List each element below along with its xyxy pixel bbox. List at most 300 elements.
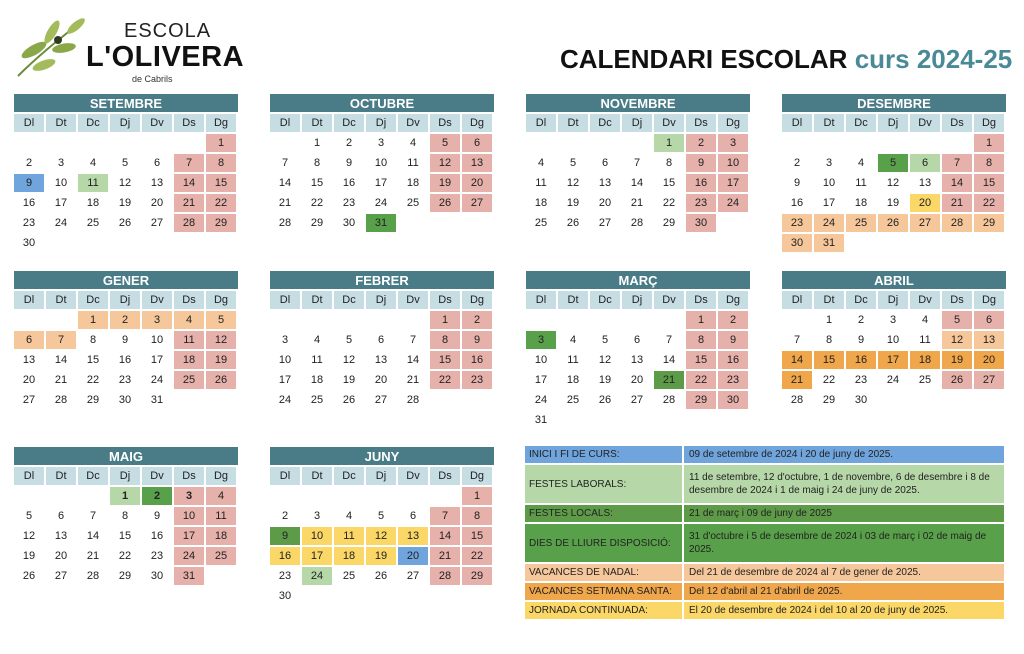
day-cell: 3 (377, 137, 385, 149)
month-4 (14, 271, 238, 409)
day-cell: 24 (374, 197, 388, 209)
day-cell: 15 (814, 351, 844, 369)
weekday-header: Dj (110, 467, 140, 485)
empty-cell (526, 134, 556, 152)
day-cell: 25 (342, 570, 356, 582)
logo-line2: L'OLIVERA (86, 41, 245, 73)
weekday-header: Ds (174, 291, 204, 309)
day-cell: 25 (174, 371, 204, 389)
day-cell: 14 (662, 354, 676, 366)
day-cell: 21 (54, 374, 68, 386)
day-cell: 30 (342, 217, 356, 229)
weekday-header: Dc (78, 467, 108, 485)
day-cell: 2 (686, 134, 716, 152)
day-cell: 5 (206, 311, 236, 329)
empty-cell (622, 311, 652, 329)
month-name: GENER (14, 271, 238, 289)
day-cell: 10 (822, 177, 836, 189)
legend-row (525, 446, 1004, 463)
day-cell: 18 (854, 197, 868, 209)
empty-cell (46, 487, 76, 505)
day-cell: 17 (534, 374, 548, 386)
day-cell: 31 (366, 214, 396, 232)
weekday-header: Dl (14, 467, 44, 485)
day-cell: 29 (686, 391, 716, 409)
day-cell: 29 (974, 214, 1004, 232)
day-cell: 23 (150, 550, 164, 562)
weekday-header: Dt (558, 114, 588, 132)
day-cell: 26 (566, 217, 580, 229)
legend-row (525, 602, 1004, 619)
day-cell: 2 (462, 311, 492, 329)
month-5 (270, 271, 494, 409)
day-cell: 18 (206, 527, 236, 545)
day-cell: 26 (942, 371, 972, 389)
month-days (782, 114, 1006, 252)
day-cell: 12 (942, 331, 972, 349)
day-cell: 3 (313, 510, 321, 522)
month-days (782, 291, 1006, 409)
empty-cell (46, 311, 76, 329)
day-cell: 11 (311, 354, 323, 366)
day-cell: 24 (534, 394, 548, 406)
day-cell: 12 (430, 154, 460, 172)
day-cell: 20 (598, 197, 612, 209)
weekday-header: Ds (430, 114, 460, 132)
legend-value: 21 de març i 09 de juny de 2025 (684, 505, 1004, 522)
day-cell: 30 (278, 590, 292, 602)
day-cell: 23 (462, 371, 492, 389)
day-cell: 26 (118, 217, 132, 229)
day-cell: 15 (430, 351, 460, 369)
weekday-header: Dl (782, 291, 812, 309)
day-cell: 30 (718, 391, 748, 409)
day-cell: 24 (150, 374, 164, 386)
day-cell: 13 (974, 331, 1004, 349)
day-cell: 29 (206, 214, 236, 232)
weekday-header: Dg (206, 291, 236, 309)
day-cell: 25 (310, 394, 324, 406)
day-cell: 13 (630, 354, 644, 366)
day-cell: 8 (974, 154, 1004, 172)
month-0 (14, 94, 238, 252)
day-cell: 30 (686, 214, 716, 232)
empty-cell (622, 134, 652, 152)
month-8 (14, 447, 238, 585)
school-logo (14, 10, 245, 84)
month-name: SETEMBRE (14, 94, 238, 112)
month-6 (526, 271, 750, 429)
day-cell: 28 (54, 394, 68, 406)
day-cell: 22 (310, 197, 324, 209)
day-cell: 31 (534, 414, 548, 426)
day-cell: 6 (462, 134, 492, 152)
empty-cell (270, 311, 300, 329)
weekday-header: Dl (14, 291, 44, 309)
day-cell: 22 (118, 550, 132, 562)
day-cell: 29 (822, 394, 836, 406)
title-main: CALENDARI ESCOLAR (560, 44, 848, 74)
weekday-header: Dv (398, 467, 428, 485)
weekday-header: Dt (302, 114, 332, 132)
day-cell: 24 (886, 374, 900, 386)
day-cell: 31 (814, 234, 844, 252)
weekday-header: Dt (814, 114, 844, 132)
day-cell: 26 (878, 214, 908, 232)
day-cell: 5 (377, 510, 385, 522)
day-cell: 24 (278, 394, 292, 406)
empty-cell (46, 134, 76, 152)
day-cell: 6 (153, 157, 161, 169)
day-cell: 26 (374, 570, 388, 582)
day-cell: 4 (89, 157, 97, 169)
day-cell: 12 (118, 177, 132, 189)
weekday-header: Dv (910, 291, 940, 309)
day-cell: 11 (174, 331, 204, 349)
day-cell: 15 (86, 354, 100, 366)
day-cell: 16 (718, 351, 748, 369)
day-cell: 7 (281, 157, 289, 169)
weekday-header: Dg (974, 291, 1004, 309)
weekday-header: Ds (174, 114, 204, 132)
day-cell: 4 (345, 510, 353, 522)
weekday-header: Dt (814, 291, 844, 309)
day-cell: 16 (462, 351, 492, 369)
weekday-header: Ds (686, 114, 716, 132)
day-cell: 17 (150, 354, 164, 366)
day-cell: 4 (174, 311, 204, 329)
day-cell: 10 (886, 334, 900, 346)
legend-row (525, 505, 1004, 522)
day-cell: 17 (822, 197, 836, 209)
day-cell: 27 (374, 394, 388, 406)
day-cell: 7 (665, 334, 673, 346)
empty-cell (558, 134, 588, 152)
weekday-header: Dl (270, 467, 300, 485)
day-cell: 13 (918, 177, 932, 189)
day-cell: 7 (174, 154, 204, 172)
month-name: OCTUBRE (270, 94, 494, 112)
day-cell: 15 (462, 527, 492, 545)
day-cell: 29 (310, 217, 324, 229)
day-cell: 20 (374, 374, 388, 386)
day-cell: 6 (601, 157, 609, 169)
day-cell: 14 (86, 530, 100, 542)
day-cell: 22 (430, 371, 460, 389)
empty-cell (14, 311, 44, 329)
day-cell: 23 (854, 374, 868, 386)
day-cell: 19 (22, 550, 36, 562)
day-cell: 14 (54, 354, 68, 366)
title-sub: curs 2024-25 (854, 44, 1013, 74)
day-cell: 20 (630, 374, 644, 386)
legend-value: 31 d'octubre i 5 de desembre de 2024 i 03 de març i 02 de maig de 2025. (684, 524, 1004, 562)
day-cell: 17 (374, 177, 388, 189)
legend-label: VACANCES DE NADAL: (525, 564, 682, 581)
day-cell: 18 (534, 197, 548, 209)
day-cell: 7 (409, 334, 417, 346)
legend-row (525, 583, 1004, 600)
day-cell: 21 (430, 547, 460, 565)
day-cell: 5 (121, 157, 129, 169)
day-cell: 23 (686, 194, 716, 212)
legend-label: JORNADA CONTINUADA: (525, 602, 682, 619)
weekday-header: Dj (366, 291, 396, 309)
weekday-header: Dc (846, 114, 876, 132)
empty-cell (270, 134, 300, 152)
weekday-header: Dl (526, 291, 556, 309)
day-cell: 16 (846, 351, 876, 369)
day-cell: 21 (278, 197, 292, 209)
month-1 (270, 94, 494, 232)
weekday-header: Dv (142, 467, 172, 485)
day-cell: 28 (942, 214, 972, 232)
weekday-header: Dc (846, 291, 876, 309)
day-cell: 26 (430, 194, 460, 212)
day-cell: 20 (54, 550, 68, 562)
weekday-header: Dl (270, 114, 300, 132)
month-days (270, 114, 494, 232)
weekday-header: Dg (206, 467, 236, 485)
day-cell: 15 (118, 530, 132, 542)
day-cell: 22 (822, 374, 836, 386)
weekday-header: Dv (142, 291, 172, 309)
weekday-header: Ds (942, 114, 972, 132)
day-cell: 8 (825, 334, 833, 346)
day-cell: 28 (278, 217, 292, 229)
day-cell: 6 (910, 154, 940, 172)
day-cell: 21 (406, 374, 420, 386)
day-cell: 28 (86, 570, 100, 582)
day-cell: 16 (150, 530, 164, 542)
weekday-header: Dj (110, 291, 140, 309)
month-days (14, 114, 238, 252)
weekday-header: Dt (302, 291, 332, 309)
day-cell: 6 (57, 510, 65, 522)
legend-label: VACANCES SETMANA SANTA: (525, 583, 682, 600)
day-cell: 8 (121, 510, 129, 522)
weekday-header: Dj (366, 467, 396, 485)
empty-cell (334, 311, 364, 329)
legend-label: FESTES LOCALS: (525, 505, 682, 522)
weekday-header: Dc (334, 291, 364, 309)
day-cell: 10 (534, 354, 548, 366)
empty-cell (558, 311, 588, 329)
day-cell: 6 (14, 331, 44, 349)
empty-cell (782, 311, 812, 329)
weekday-header: Dt (558, 291, 588, 309)
day-cell: 18 (310, 374, 324, 386)
day-cell: 17 (278, 374, 292, 386)
day-cell: 15 (310, 177, 324, 189)
day-cell: 11 (334, 527, 364, 545)
day-cell: 12 (598, 354, 612, 366)
day-cell: 6 (409, 510, 417, 522)
day-cell: 11 (855, 177, 867, 189)
empty-cell (590, 134, 620, 152)
day-cell: 23 (782, 214, 812, 232)
day-cell: 19 (598, 374, 612, 386)
day-cell: 18 (86, 197, 100, 209)
empty-cell (78, 134, 108, 152)
day-cell: 26 (342, 394, 356, 406)
day-cell: 8 (665, 157, 673, 169)
day-cell: 5 (345, 334, 353, 346)
weekday-header: Dc (334, 467, 364, 485)
day-cell: 3 (889, 314, 897, 326)
month-name: MARÇ (526, 271, 750, 289)
day-cell: 18 (566, 374, 580, 386)
day-cell: 21 (630, 197, 644, 209)
day-cell: 23 (22, 217, 36, 229)
day-cell: 13 (398, 527, 428, 545)
day-cell: 29 (662, 217, 676, 229)
legend-value: 09 de setembre de 2024 i 20 de juny de 2025. (684, 446, 1004, 463)
day-cell: 11 (567, 354, 579, 366)
day-cell: 24 (174, 547, 204, 565)
weekday-header: Ds (430, 291, 460, 309)
empty-cell (14, 487, 44, 505)
day-cell: 16 (686, 174, 716, 192)
day-cell: 27 (150, 217, 164, 229)
day-cell: 16 (118, 354, 132, 366)
weekday-header: Dl (782, 114, 812, 132)
day-cell: 5 (430, 134, 460, 152)
weekday-header: Dc (78, 114, 108, 132)
day-cell: 19 (942, 351, 972, 369)
day-cell: 22 (86, 374, 100, 386)
day-cell: 14 (630, 177, 644, 189)
day-cell: 27 (462, 194, 492, 212)
day-cell: 20 (974, 351, 1004, 369)
day-cell: 2 (345, 137, 353, 149)
day-cell: 3 (281, 334, 289, 346)
month-7 (782, 271, 1006, 409)
weekday-header: Dj (110, 114, 140, 132)
logo-line1: ESCOLA (124, 20, 212, 42)
day-cell: 2 (793, 157, 801, 169)
day-cell: 9 (686, 154, 716, 172)
day-cell: 4 (921, 314, 929, 326)
day-cell: 3 (57, 157, 65, 169)
day-cell: 17 (54, 197, 68, 209)
weekday-header: Dg (462, 291, 492, 309)
empty-cell (430, 487, 460, 505)
empty-cell (270, 487, 300, 505)
day-cell: 29 (86, 394, 100, 406)
day-cell: 18 (334, 547, 364, 565)
empty-cell (942, 134, 972, 152)
day-cell: 4 (537, 157, 545, 169)
day-cell: 7 (942, 154, 972, 172)
page-title (560, 44, 1012, 75)
day-cell: 4 (569, 334, 577, 346)
empty-cell (302, 487, 332, 505)
day-cell: 1 (462, 487, 492, 505)
empty-cell (142, 134, 172, 152)
day-cell: 1 (78, 311, 108, 329)
weekday-header: Dj (622, 114, 652, 132)
weekday-header: Ds (686, 291, 716, 309)
day-cell: 9 (718, 331, 748, 349)
month-name: NOVEMBRE (526, 94, 750, 112)
day-cell: 1 (686, 311, 716, 329)
day-cell: 12 (22, 530, 36, 542)
day-cell: 19 (206, 351, 236, 369)
day-cell: 12 (206, 331, 236, 349)
day-cell: 26 (206, 371, 236, 389)
day-cell: 30 (22, 237, 36, 249)
day-cell: 24 (814, 214, 844, 232)
weekday-header: Dc (78, 291, 108, 309)
day-cell: 13 (150, 177, 164, 189)
day-cell: 30 (782, 234, 812, 252)
day-cell: 5 (878, 154, 908, 172)
legend-row (525, 465, 1004, 503)
day-cell: 23 (342, 197, 356, 209)
day-cell: 7 (89, 510, 97, 522)
legend-value: 11 de setembre, 12 d'octubre, 1 de novembre, 6 de desembre i 8 de desembre de 2024 i 1 de maig i 24 de juny de 2025. (684, 465, 1004, 503)
day-cell: 24 (718, 194, 748, 212)
weekday-header: Ds (174, 467, 204, 485)
day-cell: 22 (662, 197, 676, 209)
day-cell: 20 (398, 547, 428, 565)
legend-label: FESTES LABORALS: (525, 465, 682, 503)
day-cell: 16 (22, 197, 36, 209)
month-name: DESEMBRE (782, 94, 1006, 112)
day-cell: 13 (54, 530, 68, 542)
day-cell: 28 (662, 394, 676, 406)
weekday-header: Dg (462, 467, 492, 485)
day-cell: 22 (974, 194, 1004, 212)
day-cell: 19 (342, 374, 356, 386)
day-cell: 22 (206, 194, 236, 212)
day-cell: 14 (430, 527, 460, 545)
weekday-header: Dv (398, 291, 428, 309)
day-cell: 29 (118, 570, 132, 582)
legend-value: El 20 de desembre de 2024 i del 10 al 20 de juny de 2025. (684, 602, 1004, 619)
day-cell: 15 (974, 174, 1004, 192)
day-cell: 1 (430, 311, 460, 329)
day-cell: 28 (174, 214, 204, 232)
empty-cell (14, 134, 44, 152)
day-cell: 2 (142, 487, 172, 505)
weekday-header: Ds (942, 291, 972, 309)
day-cell: 13 (598, 177, 612, 189)
day-cell: 16 (342, 177, 356, 189)
legend-value: Del 21 de desembre de 2024 al 7 de gener de 2025. (684, 564, 1004, 581)
day-cell: 23 (118, 374, 132, 386)
empty-cell (878, 134, 908, 152)
empty-cell (846, 134, 876, 152)
day-cell: 8 (89, 334, 97, 346)
month-name: FEBRER (270, 271, 494, 289)
day-cell: 1 (313, 137, 321, 149)
month-name: MAIG (14, 447, 238, 465)
day-cell: 30 (854, 394, 868, 406)
empty-cell (782, 134, 812, 152)
day-cell: 8 (206, 154, 236, 172)
day-cell: 9 (153, 510, 161, 522)
empty-cell (526, 311, 556, 329)
day-cell: 1 (654, 134, 684, 152)
day-cell: 10 (174, 507, 204, 525)
day-cell: 30 (150, 570, 164, 582)
day-cell: 4 (409, 137, 417, 149)
day-cell: 22 (686, 371, 716, 389)
weekday-header: Dl (526, 114, 556, 132)
month-name: ABRIL (782, 271, 1006, 289)
